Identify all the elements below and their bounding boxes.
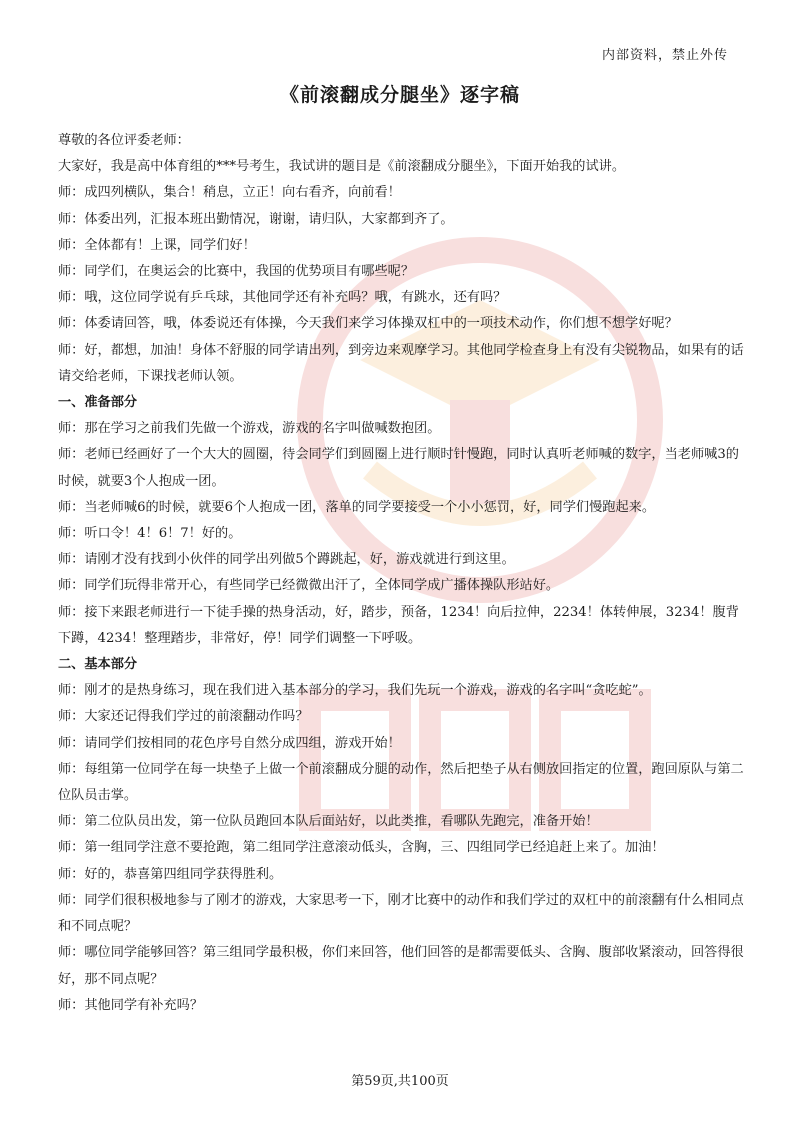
transcript-paragraph: 师：同学们玩得非常开心，有些同学已经微微出汗了，全体同学成广播体操队形站好。 [58,578,560,594]
transcript-paragraph: 师：接下来跟老师进行一下徒手操的热身活动，好，踏步，预备，1234！向后拉伸，2234！体转伸展，3234！腹背下蹲，4234！整理踏步，非常好，停！同学们调整一下呼吸。 [58,604,739,646]
transcript-paragraph: 师：请刚才没有找到小伙伴的同学出列做5个蹲跳起，好，游戏就进行到这里。 [58,552,515,568]
transcript-paragraph: 师：体委出列，汇报本班出勤情况，谢谢，请归队，大家都到齐了。 [58,211,454,227]
transcript-paragraph: 师：成四列横队，集合！稍息，立正！向右看齐，向前看！ [58,185,401,201]
transcript-paragraph: 师：全体都有！上课，同学们好！ [58,237,256,253]
transcript-paragraph: 师：第一组同学注意不要抢跑，第二组同学注意滚动低头，含胸，三、四组同学已经追赶上来了。加油！ [58,840,665,856]
transcript-paragraph: 师：哪位同学能够回答？第三组同学最积极，你们来回答，他们回答的是都需要低头、含胸、腹部收紧滚动，回答得很好，那不同点呢？ [58,945,744,987]
document-body [58,128,748,1019]
transcript-paragraph: 师：第二位队员出发，第一位队员跑回本队后面站好，以此类推，看哪队先跑完，准备开始！ [58,814,599,830]
transcript-paragraph: 师：每组第一位同学在每一块垫子上做一个前滚翻成分腿的动作，然后把垫子从右侧放回指定的位置，跑回原队与第二位队员击掌。 [58,761,744,804]
transcript-paragraph: 师：那在学习之前我们先做一个游戏，游戏的名字叫做喊数抱团。 [58,421,441,437]
transcript-paragraph: 师：刚才的是热身练习，现在我们进入基本部分的学习，我们先玩一个游戏，游戏的名字叫“贪吃蛇”。 [58,683,652,699]
section-heading: 一、准备部分 [58,395,138,411]
transcript-paragraph: 师：同学们很积极地参与了刚才的游戏，大家思考一下，刚才比赛中的动作和我们学过的双杠中的前滚翻有什么相同点和不同点呢？ [58,892,744,935]
transcript-paragraph: 师：老师已经画好了一个大大的圆圈，待会同学们到圆圈上进行顺时针慢跑，同时认真听老师喊的数字，当老师喊3的时候，就要3个人抱成一团。 [58,447,739,489]
transcript-paragraph: 师：听口令！4！6！7！好的。 [58,526,242,542]
transcript-paragraph: 师：体委请回答，哦，体委说还有体操，今天我们来学习体操双杠中的一项技术动作，你们想不想学好呢？ [58,316,678,332]
document-title: 《前滚翻成分腿坐》逐字稿 [279,84,520,106]
transcript-paragraph: 师：当老师喊6的时候，就要6个人抱成一团，落单的同学要接受一个小小惩罚，好，同学们慢跑起来。 [58,499,656,515]
transcript-paragraph: 师：好的，恭喜第四组同学获得胜利。 [58,866,283,882]
transcript-paragraph: 师：好，都想，加油！身体不舒服的同学请出列，到旁边来观摩学习。其他同学检查身上有没有尖锐物品，如果有的话请交给老师，下课找老师认领。 [58,342,744,384]
confidential-note: 内部资料，禁止外传 [601,48,728,63]
transcript-paragraph: 师：请同学们按相同的花色序号自然分成四组，游戏开始！ [58,735,401,751]
transcript-paragraph: 师：其他同学有补充吗？ [58,997,204,1013]
transcript-paragraph: 尊敬的各位评委老师： [58,133,190,148]
section-heading: 二、基本部分 [58,657,138,673]
transcript-paragraph: 师：哦，这位同学说有乒乓球，其他同学还有补充吗？哦，有跳水，还有吗？ [58,290,507,306]
transcript-paragraph: 师：同学们，在奥运会的比赛中，我国的优势项目有哪些呢？ [58,264,415,280]
transcript-paragraph: 师：大家还记得我们学过的前滚翻动作吗？ [58,709,309,725]
transcript-paragraph: 大家好，我是高中体育组的***号考生，我试讲的题目是《前滚翻成分腿坐》，下面开始我的试讲。 [58,159,626,175]
page-number: 第59页,共100页 [351,1074,449,1089]
